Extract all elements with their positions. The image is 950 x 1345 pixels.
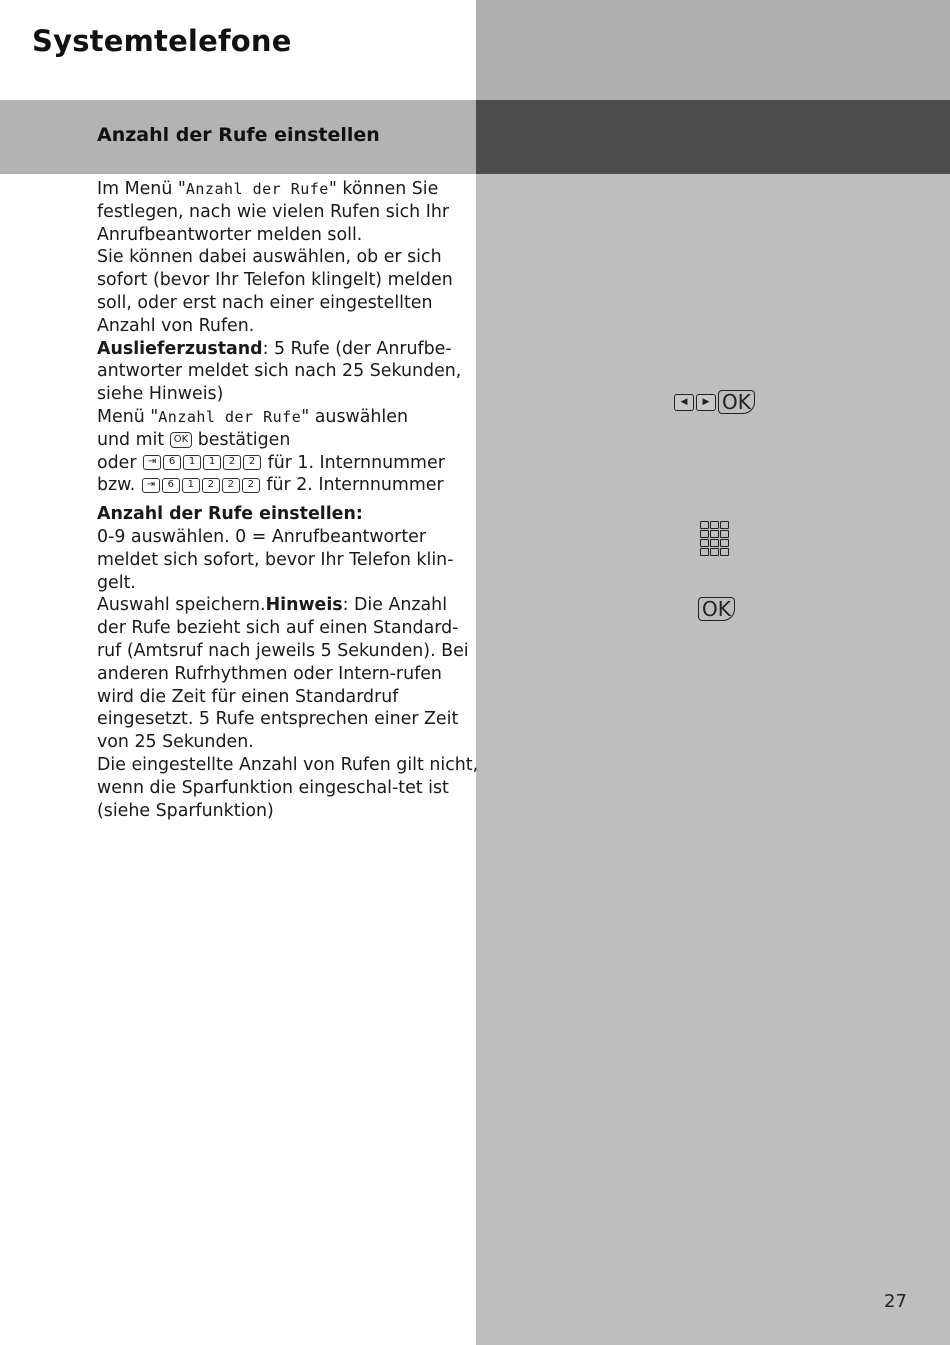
digit-key-icon: 6 (163, 455, 181, 470)
arrow-right-icon: ▶ (696, 394, 716, 411)
paragraph-menu-select: Menü "Anzahl der Rufe" auswählen (97, 406, 408, 427)
menu-name: Anzahl der Rufe (158, 407, 302, 426)
section-band-dark (476, 100, 950, 174)
digit-key-icon: 2 (242, 478, 260, 493)
keypad-icon (700, 521, 729, 556)
digit-key-icon: 6 (162, 478, 180, 493)
save-ok-icon (698, 597, 735, 621)
right-margin-column (476, 0, 950, 1345)
digit-key-icon: 2 (243, 455, 261, 470)
arrow-key-icon: ⇥ (143, 455, 161, 470)
page-title: Systemtelefone (32, 24, 292, 58)
paragraph-note: Auswahl speichern.Hinweis: Die Anzahl der Rufe bezieht sich auf einen Standard-ruf (Amtsruf nach jeweils 5 Sekunden). Bei anderen Rufrhythmen oder Intern-rufen wird die Zeit für einen Standardruf eingesetzt. 5 Rufe entsprechen einer Zeit von 25 Sekunden. (97, 595, 469, 753)
paragraph-confirm: und mit OK bestätigen (97, 429, 291, 450)
ok-key-icon: OK (718, 390, 755, 414)
digit-key-icon: 1 (183, 455, 201, 470)
paragraph-default: Auslieferzustand: 5 Rufe (der Anrufbe-antworter meldet sich nach 25 Sekunden, siehe Hinweis) (97, 338, 462, 405)
ok-key-icon: OK (170, 432, 192, 448)
body-text (97, 178, 479, 822)
ok-key-icon: OK (698, 597, 735, 621)
digit-key-icon: 1 (203, 455, 221, 470)
arrow-key-icon: ⇥ (142, 478, 160, 493)
digit-key-icon: 2 (223, 455, 241, 470)
section-title: Anzahl der Rufe einstellen (97, 124, 380, 146)
nav-ok-icon (674, 390, 755, 414)
paragraph-code-2: bzw. ⇥ 6 1 2 2 2 für 2. Internnummer (97, 475, 444, 496)
paragraph-range: 0-9 auswählen. 0 = Anrufbeantworter meldet sich sofort, bevor Ihr Telefon klin-gelt. (97, 526, 454, 593)
page-number: 27 (884, 1291, 907, 1312)
digit-key-icon: 1 (182, 478, 200, 493)
paragraph-savemode: Die eingestellte Anzahl von Rufen gilt nicht, wenn die Sparfunktion eingeschal-tet ist (siehe Sparfunktion) (97, 754, 479, 821)
menu-name: Anzahl der Rufe (185, 180, 329, 198)
subsection-title: Anzahl der Rufe einstellen: (97, 504, 363, 525)
digit-key-icon: 2 (202, 478, 220, 493)
paragraph-intro: Im Menü "Anzahl der Rufe" können Sie festlegen, nach wie vielen Rufen sich Ihr Anrufbeantworter melden soll. (97, 179, 450, 245)
header-right-block (476, 0, 950, 100)
paragraph-code-1: oder ⇥ 6 1 1 2 2 für 1. Internnummer (97, 452, 445, 473)
digit-key-icon: 2 (222, 478, 240, 493)
arrow-left-icon: ◀ (674, 394, 694, 411)
paragraph-options: Sie können dabei auswählen, ob er sich sofort (bevor Ihr Telefon klingelt) melden soll, oder erst nach einer eingestellten Anzahl von Rufen. (97, 247, 453, 336)
